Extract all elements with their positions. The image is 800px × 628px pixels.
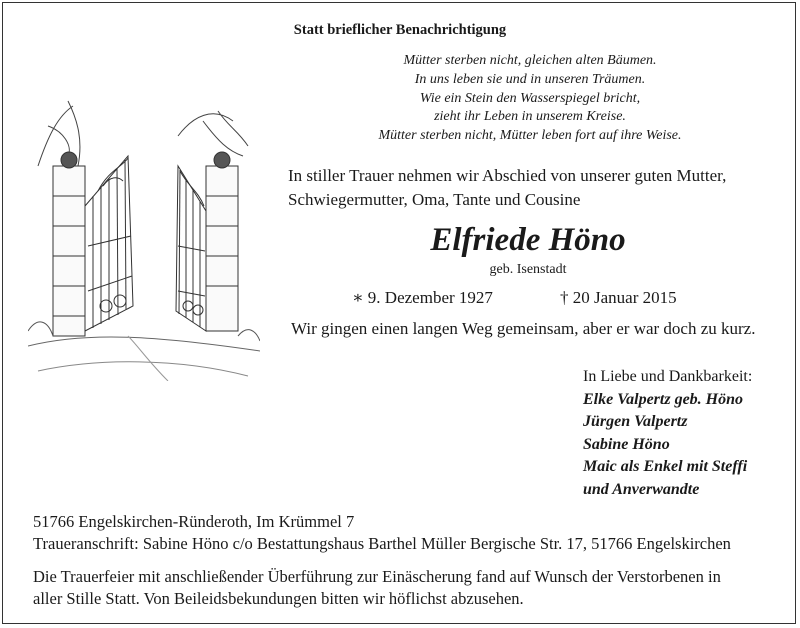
address-block	[33, 511, 731, 555]
poem	[260, 52, 800, 146]
maiden-name: geb. Isenstadt	[489, 262, 567, 277]
address-line: 51766 Engelskirchen-Ründeroth, Im Krümmel 7	[33, 512, 355, 531]
signature-intro: In Liebe und Dankbarkeit:	[583, 368, 753, 385]
mourner-name: Sabine Höno	[583, 435, 670, 453]
signature-block	[583, 366, 752, 501]
birth-date: ∗ 9. Dezember 1927	[352, 288, 493, 307]
notice-header: Statt brieflicher Benachrichtigung	[293, 22, 507, 38]
poem-line: Mütter sterben nicht, Mütter leben fort auf ihre Weise.	[378, 128, 682, 144]
garden-gate-illustration	[28, 96, 260, 381]
poem-line: Mütter sterben nicht, gleichen alten Bäumen.	[403, 53, 657, 68]
intro-line: In stiller Trauer nehmen wir Abschied von unserer guten Mutter,	[288, 166, 727, 185]
intro-text	[288, 164, 768, 212]
quote: Wir gingen einen langen Weg gemeinsam, aber er war doch zu kurz.	[291, 319, 756, 338]
intro-line: Schwiegermutter, Oma, Tante und Cousine	[288, 190, 581, 209]
mourner-name: Elke Valpertz geb. Höno	[583, 390, 744, 408]
poem-line: zieht ihr Leben in unserem Kreise.	[434, 109, 626, 125]
mourner-name: und Anverwandte	[583, 480, 700, 498]
poem-line: In uns leben sie und in unseren Träumen.	[414, 71, 646, 87]
mourner-name: Maic als Enkel mit Steffi	[583, 458, 748, 475]
poem-line: Wie ein Stein den Wasserspiegel bricht,	[419, 90, 641, 106]
footer-line: Die Trauerfeier mit anschließender Überführung zur Einäscherung fand auf Wunsch der Verstorbenen in	[33, 567, 721, 586]
deceased-name: Elfriede Höno	[430, 222, 626, 258]
mourner-name: Jürgen Valpertz	[583, 413, 688, 430]
footer-line: aller Stille Statt. Von Beileidsbekundungen bitten wir höflichst abzusehen.	[33, 589, 524, 608]
footer-note	[33, 566, 773, 610]
death-date: † 20 Januar 2015	[560, 288, 677, 307]
address-line: Traueranschrift: Sabine Höno c/o Bestattungshaus Barthel Müller Bergische Str. 17, 51766 Engelskirchen	[33, 534, 731, 553]
